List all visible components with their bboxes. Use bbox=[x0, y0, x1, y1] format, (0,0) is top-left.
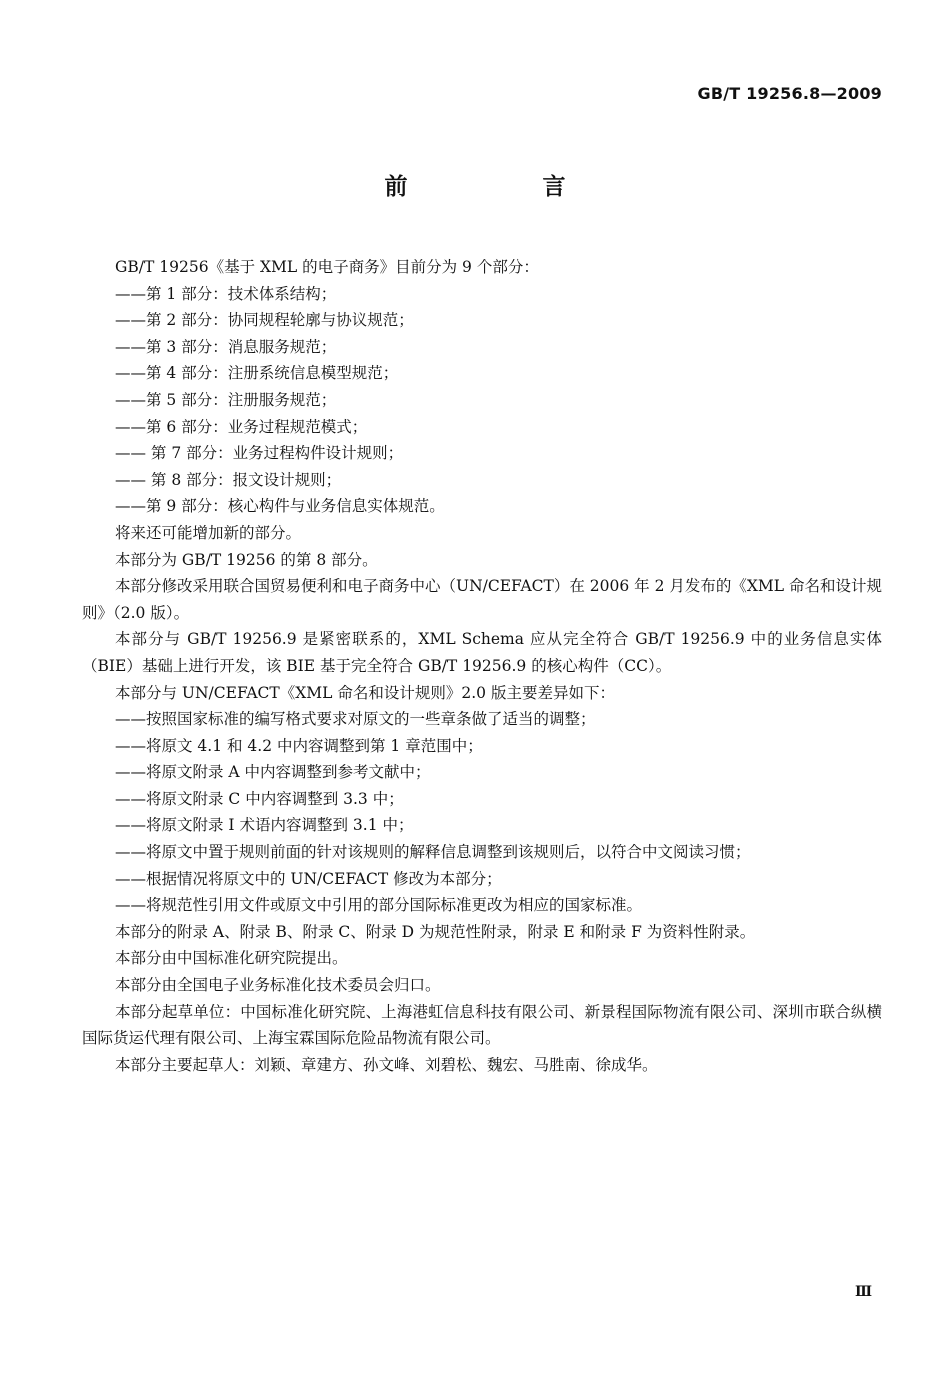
list-item: ——第 3 部分：消息服务规范； bbox=[115, 337, 337, 356]
paragraph: 本部分起草单位：中国标准化研究院、上海港虹信息科技有限公司、新景程国际物流有限公司、深圳市联合纵横国际货运代理有限公司、上海宝霖国际危险品物流有限公司。 bbox=[82, 1002, 882, 1048]
list-item: ——将规范性引用文件或原文中引用的部分国际标准更改为相应的国家标准。 bbox=[115, 896, 643, 915]
list-item: ——将原文附录 I 术语内容调整到 3.1 中； bbox=[115, 816, 414, 835]
paragraph: 本部分的附录 A、附录 B、附录 C、附录 D 为规范性附录，附录 E 和附录 F 为资料性附录。 bbox=[115, 922, 756, 941]
list-item: ——第 9 部分：核心构件与业务信息实体规范。 bbox=[115, 497, 445, 516]
list-item: ——根据情况将原文中的 UN/CEFACT 修改为本部分； bbox=[115, 869, 502, 888]
list-item: ——将原文 4.1 和 4.2 中内容调整到第 1 章范围中； bbox=[115, 736, 483, 755]
paragraph: 本部分与 GB/T 19256.9 是紧密联系的，XML Schema 应从完全符合 GB/T 19256.9 中的业务信息实体（BIE）基础上进行开发，该 BIE 基于完全符合 GB/T 19256.9 的核心构件（CC）。 bbox=[82, 630, 882, 675]
foreword-body bbox=[82, 254, 882, 1078]
page-number: Ⅲ bbox=[854, 1284, 872, 1300]
paragraph: 本部分主要起草人：刘颖、章建方、孙文峰、刘碧松、魏宏、马胜南、徐成华。 bbox=[115, 1055, 658, 1074]
list-item: ——按照国家标准的编写格式要求对原文的一些章条做了适当的调整； bbox=[115, 710, 596, 729]
list-item: ——第 6 部分：业务过程规范模式； bbox=[115, 417, 368, 436]
list-item: ——将原文附录 C 中内容调整到 3.3 中； bbox=[115, 789, 404, 808]
list-item: —— 第 7 部分：业务过程构件设计规则； bbox=[115, 444, 404, 463]
paragraph: 本部分由中国标准化研究院提出。 bbox=[115, 949, 348, 968]
list-item: —— 第 8 部分：报文设计规则； bbox=[115, 470, 342, 489]
paragraph: 本部分修改采用联合国贸易便利和电子商务中心（UN/CEFACT）在 2006 年 2 月发布的《XML 命名和设计规则》（2.0 版）。 bbox=[82, 577, 882, 622]
list-item: ——将原文中置于规则前面的针对该规则的解释信息调整到该规则后，以符合中文阅读习惯； bbox=[115, 843, 751, 862]
standard-code: GB/T 19256.8—2009 bbox=[697, 84, 882, 103]
paragraph: 将来还可能增加新的部分。 bbox=[115, 523, 302, 542]
list-item: ——第 2 部分：协同规程轮廓与协议规范； bbox=[115, 311, 414, 330]
paragraph: 本部分为 GB/T 19256 的第 8 部分。 bbox=[115, 550, 378, 569]
paragraph: 本部分由全国电子业务标准化技术委员会归口。 bbox=[115, 976, 441, 995]
list-item: ——第 4 部分：注册系统信息模型规范； bbox=[115, 364, 399, 383]
list-item: ——第 1 部分：技术体系结构； bbox=[115, 284, 337, 303]
list-item: ——将原文附录 A 中内容调整到参考文献中； bbox=[115, 763, 431, 782]
list-item: ——第 5 部分：注册服务规范； bbox=[115, 390, 337, 409]
paragraph: 本部分与 UN/CEFACT《XML 命名和设计规则》2.0 版主要差异如下： bbox=[115, 683, 615, 702]
paragraph: GB/T 19256《基于 XML 的电子商务》目前分为 9 个部分： bbox=[115, 258, 539, 276]
page-title: 前 言 bbox=[384, 174, 622, 200]
